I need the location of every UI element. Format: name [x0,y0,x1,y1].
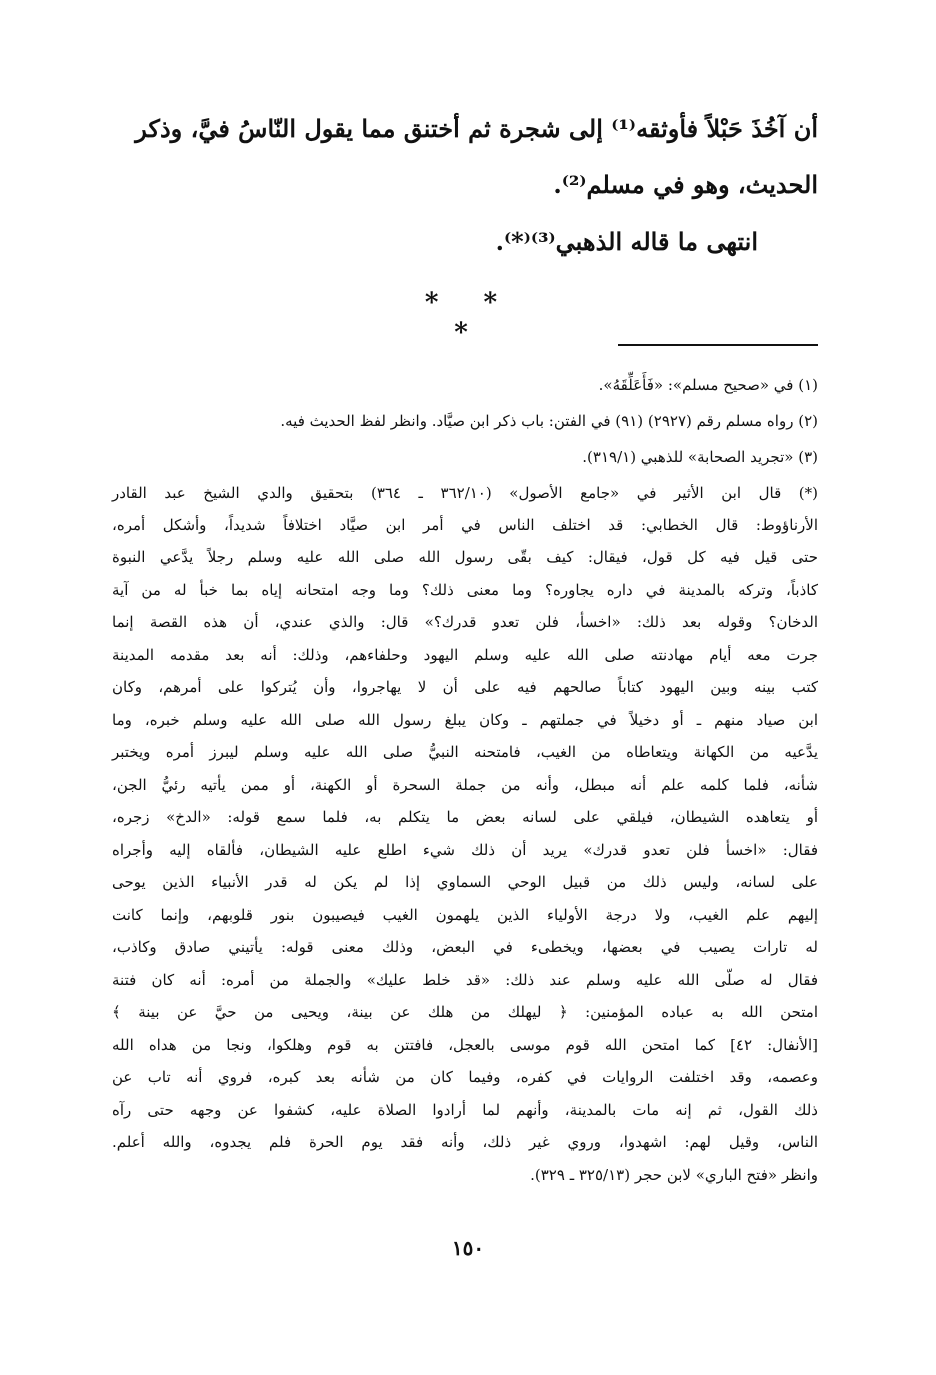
footnote-star-line: فقال له صلّى الله عليه وسلم عند ذلك: «قد خلط عليك» والجملة من أمره: أنه كان فتنة [112,971,818,989]
footnote-star-line: وعصمه، وقد اختلفت الروايات في كفره، وفيما كان من شأنه بعد كبره، فروي أنه تاب عن [112,1068,818,1086]
footnote-star-line: كتب بينه وبين اليهود كتاباً صالحهم فيه على أن لا يهاجروا، وأن يُتركوا على أمرهم، وكان [112,678,818,696]
footnote-star-line: حتى قيل فيه كل قول، فيقال: كيف بقّى رسول الله صلى الله عليه وسلم رجلاً يدَّعي النبوة [112,548,818,566]
footnote-star-line: له تارات يصيب في بعضها، ويخطىء في البعض، وذلك معنى قوله: يأتيني صادق وكاذب، [112,938,818,956]
footnote-star-line: يدَّعيه من الكهانة ويتعاطاه من الغيب، فامتحنه النبيُّ صلى الله عليه وسلم ليبرز أمره ويختبر [112,743,818,761]
footnote-1: (١) في «صحيح مسلم»: «فَأَعَلِّقَهُ». [598,376,818,394]
footnote-star-line: جرت معه أيام مهادنته صلى الله عليه وسلم اليهود وحلفاءهم، وذلك: أنه بعد مقدمه المدينة [112,646,818,664]
footnote-star-line: الناس، وقيل لهم: اشهدوا، وروي غير ذلك، وأنه فقد يوم الحرة فلم يجدوه، والله أعلم. [112,1133,818,1151]
footnote-star-line: إليهم علم الغيب، ولا درجة الأولياء الذين يلهمون الغيب فيصيبون بنور قلوبهم، وإنما كانت [112,906,818,924]
main-text-line-1: أن آخُذَ حَبْلاً فأوثقه⁽¹⁾ إلى شجرة ثم أختنق مما يقول النّاسُ فيَّ، وذكر [135,114,818,143]
footnote-star-line: امتحن الله به عباده المؤمنين: ﴿ ليهلك من هلك عن بينة، ويحيى من حيَّ عن بينة ﴾ [112,1003,818,1021]
footnote-3: (٣) «تجريد الصحابة» للذهبي (٣١٩/١). [582,448,818,466]
footnote-star-line: كاذباً، وتركه بالمدينة في داره يجاوره؟ وما معنى ذلك؟ وما وجه امتحانه إياه بما خبأ له من آية [112,581,818,599]
footnote-2: (٢) رواه مسلم رقم (٢٩٢٧) (٩١) في الفتن: باب ذكر ابن صيَّاد. وانظر لفظ الحديث فيه. [280,412,818,430]
footnote-star-line: على لسانه، وليس ذلك من قبيل الوحي السماوي إذا لم يكن له قدر الأنبياء الذين يوحى [112,873,818,891]
footnote-star-line: ذلك القول، ثم إنه مات بالمدينة، وأنهم لما أرادوا الصلاة عليه، كشفوا عن وجهه حتى رآه [112,1101,818,1119]
footnote-star-line: وانظر «فتح الباري» لابن حجر (٣٢٥/١٣ ـ ٣٢٩). [530,1166,818,1184]
footnote-star-line: الأرناؤوط: قال الخطابي: قد اختلف الناس في أمر ابن صيَّاد اختلافاً شديداً، وأشكل أمره، [112,516,818,534]
footnote-star-line: شأنه، فلما كلمه علم أنه مبطل، وأنه من جملة السحرة أو الكهنة، أو ممن يأتيه رئيُّ الجن، [112,776,818,794]
footnote-star-line: الدخان؟ وقوله بعد ذلك: «اخسأ، فلن تعدو قدرك؟» قال: والذي عندي، أن هذه القصة إنما [112,613,818,631]
footnote-star-line: ابن صياد منهم ـ أو دخيلاً في جملتهم ـ وكان يبلغ رسول الله صلى الله عليه وسلم خبره، وما [112,711,818,729]
footnote-star-line: فقال: «اخسأ فلن تعدو قدرك» يريد أن ذلك شيء اطلع عليه الشيطان، فألقاه إليه وأجراه [112,841,818,859]
section-separator: * * * [424,288,516,348]
footnote-star-line: (*) قال ابن الأثير في «جامع الأصول» (٣٦٢/١٠ ـ ٣٦٤) بتحقيق والدي الشيخ عبد القادر [112,484,819,502]
page-number: ١٥٠ [451,1236,485,1260]
footnote-star-line: [الأنفال: ٤٢] كما امتحن الله قوم موسى بالعجل، فافتتن به قوم وهلكوا، ونجا من هداه الله [112,1036,818,1054]
main-text-line-2: الحديث، وهو في مسلم⁽²⁾. [553,170,818,199]
footnote-star-line: أو يتعاهده الشيطان، فيلقي على لسانه بعض ما يتكلم به، فلما سمع قوله: «الدخ» زجره، [112,808,818,826]
footnote-divider [618,344,818,346]
main-text-line-3: انتهى ما قاله الذهبي⁽³⁾⁽*⁾. [495,227,758,256]
